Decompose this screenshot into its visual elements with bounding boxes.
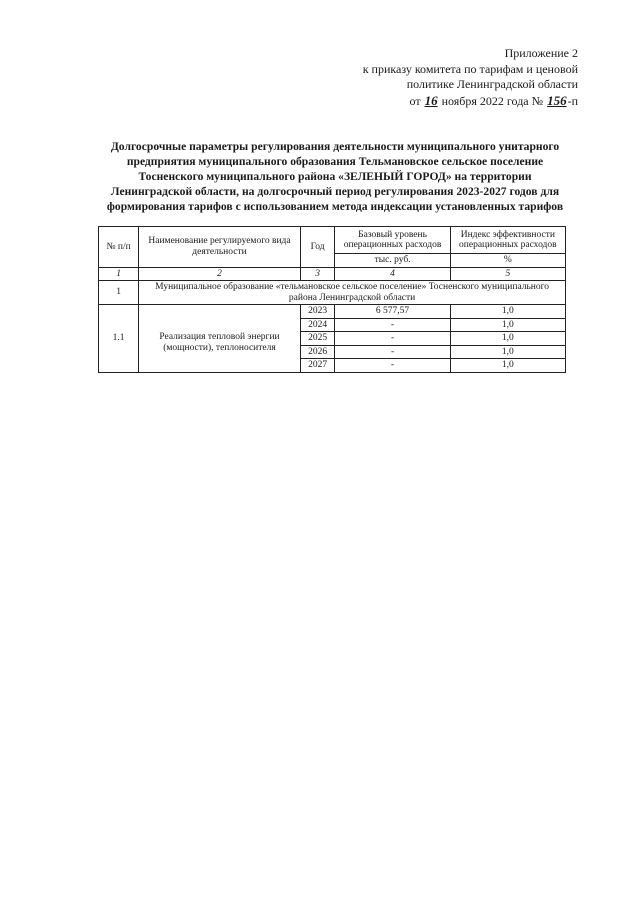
column-number-row xyxy=(99,267,566,281)
col-number-2: 2 xyxy=(139,267,301,281)
heading-line-3: Тосненского муниципального района «ЗЕЛЕНЫЙ ГОРОД» на территории xyxy=(138,170,532,183)
activity-name xyxy=(139,305,301,373)
unit-base: тыс. руб. xyxy=(335,254,450,268)
header-year: Год xyxy=(300,227,335,268)
base-cell: - xyxy=(335,332,450,346)
handwritten-number: 156 xyxy=(547,92,567,108)
table-header-row xyxy=(99,227,566,254)
index-cell: 1,0 xyxy=(450,305,565,319)
document-heading xyxy=(100,139,570,214)
appendix-block xyxy=(348,46,578,109)
col-number-4: 4 xyxy=(335,267,450,281)
year-cell: 2027 xyxy=(300,359,335,373)
appendix-committee-line: политике Ленинградской области xyxy=(406,77,578,91)
unit-index: % xyxy=(450,254,565,268)
base-cell: - xyxy=(335,345,450,359)
heading-line-1: Долгосрочные параметры регулирования деятельности муниципального унитарного xyxy=(110,140,560,153)
section-num: 1 xyxy=(99,281,139,305)
heading-line-4: Ленинградской области, на долгосрочный период регулирования 2023-2027 годов для xyxy=(110,185,560,198)
index-cell: 1,0 xyxy=(450,318,565,332)
index-cell: 1,0 xyxy=(450,332,565,346)
index-cell: 1,0 xyxy=(450,345,565,359)
table-row xyxy=(99,305,566,319)
header-index: Индекс эффективности операционных расходов xyxy=(450,227,565,254)
heading-line-2: предприятия муниципального образования Тельмановское сельское поселение xyxy=(126,155,544,168)
activity-num: 1.1 xyxy=(99,305,139,373)
section-row xyxy=(99,281,566,305)
year-cell: 2025 xyxy=(300,332,335,346)
col-number-5: 5 xyxy=(450,267,565,281)
parameters-table xyxy=(98,226,566,373)
col-number-3: 3 xyxy=(300,267,335,281)
appendix-order-line: к приказу комитета по тарифам и ценовой xyxy=(362,61,578,76)
base-cell: - xyxy=(335,359,450,373)
index-cell: 1,0 xyxy=(450,359,565,373)
heading-line-5: формирования тарифов с использованием метода индексации установленных тарифов xyxy=(106,200,564,213)
base-cell: - xyxy=(335,318,450,332)
header-base: Базовый уровень операционных расходов xyxy=(335,227,450,254)
year-cell: 2026 xyxy=(300,345,335,359)
col-number-1: 1 xyxy=(99,267,139,281)
appendix-date-line xyxy=(348,93,578,110)
date-prefix: от xyxy=(409,93,421,108)
header-name: Наименование регулируемого вида деятельности xyxy=(139,227,301,268)
section-title: Муниципальное образование «тельмановское сельское поселение» Тосненского муниципального района Ленинградской области xyxy=(139,281,566,305)
number-suffix: -п xyxy=(567,93,578,108)
activity-name-text: Реализация тепловой энергии (мощности), теплоносителя xyxy=(159,332,280,353)
handwritten-day: 16 xyxy=(424,92,438,108)
year-cell: 2024 xyxy=(300,318,335,332)
header-num: № п/п xyxy=(99,227,139,268)
appendix-title: Приложение 2 xyxy=(504,46,578,60)
year-cell: 2023 xyxy=(300,305,335,319)
base-cell: 6 577,57 xyxy=(335,305,450,319)
date-middle: ноября 2022 года № xyxy=(441,93,544,108)
